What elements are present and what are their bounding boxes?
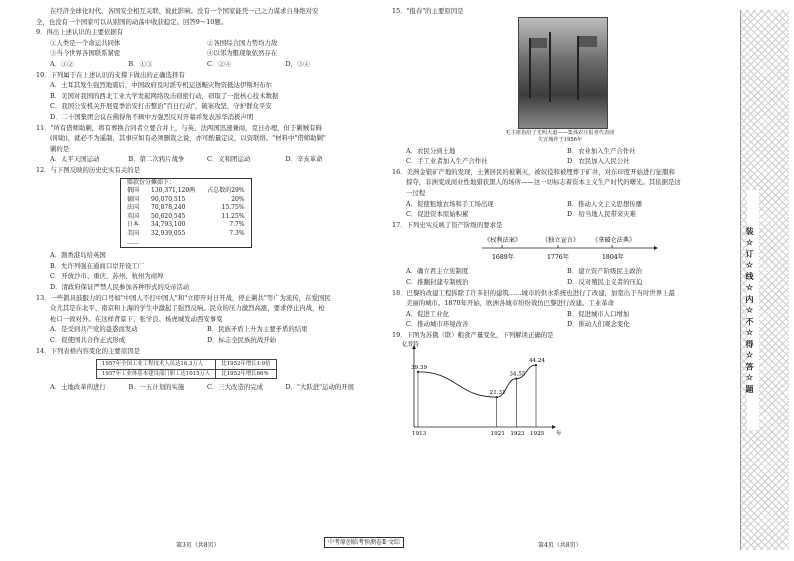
q18-option-d[interactable]: D．推动人们观念变化 bbox=[567, 320, 630, 329]
q12-option-a[interactable]: A．割香港岛给英国 bbox=[50, 251, 106, 260]
table-cell: 130,371,120两 bbox=[151, 187, 196, 195]
table-cell: 70,878,240 bbox=[151, 204, 186, 212]
intro-text-2: 全，也没有一个国家可以从别国的动荡中收获稳定。回答9～10题。 bbox=[36, 17, 228, 26]
q12-option-d[interactable]: D．清政府保证严禁人民参加各种形式的反帝活动 bbox=[50, 283, 190, 292]
q13-stem-3: 枪口一致对外。在这样背景下，张学良、杨虎城发动西安事变 bbox=[50, 314, 223, 323]
exam-badge: 中考原创临考预测卷Ⅱ·文综 bbox=[324, 537, 404, 548]
q14-stem: 14．下列表格内容变化的主要原因是 bbox=[36, 346, 140, 355]
timeline-graphic bbox=[392, 232, 728, 264]
poster-image bbox=[518, 17, 608, 129]
q13-option-a[interactable]: A．是受到共产党的蛊惑而发动 bbox=[50, 325, 138, 334]
table-cell: 15.75% bbox=[221, 204, 245, 212]
table-cell: 34,793,100 bbox=[151, 221, 186, 229]
q16-option-b[interactable]: B．推动人文主义思想传播 bbox=[567, 199, 642, 208]
q9-statement: ②各国综合国力势均力敌 bbox=[207, 38, 278, 47]
q10-option-a[interactable]: A．土耳其发生强烈地震后，中国政府及时派专机运送赈灾物资抵达伊斯坦布尔 bbox=[50, 81, 272, 90]
timeline-arrow-icon bbox=[654, 246, 658, 250]
binding-margin bbox=[740, 10, 789, 550]
timeline-doc-3: 《拿破仑法典》 bbox=[592, 237, 636, 245]
table-cell bbox=[145, 239, 201, 248]
table-cell: 90,070,515 bbox=[151, 195, 186, 203]
q13-options bbox=[36, 324, 364, 345]
q11-stem: 11．"所有借师助剿，将有葬换合同者立要合并上，与英、法两国迅速兼商，克日办理，但于剿贼有碍 bbox=[36, 123, 322, 132]
q11-option-d[interactable]: D．辛亥革命 bbox=[285, 155, 323, 164]
q13-stem: 13．一些鹊具鼓服力的口号如"中国人不打中国人"和"立即开对日开战，停止剿共"等广为流传，在爱国民 bbox=[36, 293, 331, 302]
q17-stem: 17．下列史实反映了资产阶级的要求是 bbox=[392, 220, 503, 229]
poster-caption-2: 失宣城作于1956年 bbox=[537, 136, 583, 143]
poster-caption: 毛主席指给了光明大道——集体农庄报喜代表团 bbox=[505, 129, 615, 136]
q13-stem-2: 众尤其是在北平、南京和上海的学生中激起了强烈反响。民众的压力激烈高涨，要求停止内战，枪 bbox=[50, 304, 325, 313]
timeline-doc-2: 《独立宣言》 bbox=[542, 237, 580, 245]
intro-text: 在经济全球化时代，各国安全相互关联、彼此影响。没有一个国家能凭一己之力谋求自身绝对安 bbox=[50, 7, 319, 15]
q11-stem-2: (抑助)，就必不为遥制，其事应如有必须删裁之说，亦可酌量定议，以资联络。"材料中"借师助剿" bbox=[50, 134, 326, 143]
q18-stem: 18．巴黎的改建工程拆除了许多旧的建筑……城市的供水系统也进行了改建，加宽出于当时世界上最 bbox=[392, 288, 675, 297]
table-cell: 日本 bbox=[127, 221, 140, 229]
data-point bbox=[535, 363, 537, 365]
left-column bbox=[36, 6, 364, 393]
q14-option-c[interactable]: C．三大改造的完成 bbox=[207, 383, 264, 391]
q10-option-d[interactable]: D．二十国集团会议在佛得角不顾中方强烈反对开幕并发表涉华消极声明 bbox=[50, 112, 254, 121]
indemnity-table bbox=[120, 178, 252, 249]
table-row bbox=[121, 230, 252, 239]
q16-option-a[interactable]: A．促使租地农场和手工场出现 bbox=[406, 199, 494, 208]
table-cell: 占总数的29% bbox=[207, 187, 245, 195]
q18-option-b[interactable]: B．促进城市人口增加 bbox=[567, 309, 630, 318]
q14-options bbox=[36, 382, 364, 393]
table-cell: 比1952年增长66% bbox=[216, 369, 276, 378]
table-row bbox=[121, 187, 252, 196]
x-tick-label: 1925 bbox=[530, 430, 545, 437]
q9-statement: ③当今世界各国联系紧密 bbox=[50, 49, 121, 58]
table-cell: 德国 bbox=[127, 195, 140, 203]
q14-option-b[interactable]: B．一五计划的实施 bbox=[128, 383, 185, 391]
table-cell: 俄国 bbox=[127, 187, 140, 195]
table-cell: 比1952年增长1.9倍 bbox=[216, 360, 276, 369]
q13-option-c[interactable]: C．促使国共合作正式形成 bbox=[50, 336, 126, 344]
q15-option-c[interactable]: C．手工业者加入生产合作社 bbox=[406, 157, 488, 166]
industry-table bbox=[96, 359, 277, 379]
q15-option-d[interactable]: D．农民加入人民公社 bbox=[567, 157, 630, 166]
q17-option-a[interactable]: A．确立君主立宪制度 bbox=[406, 267, 469, 276]
binding-notice: 装 ☆ 订 ☆ 线 ☆ 内 ☆ 不 ☆ 得 ☆ 答 ☆ 题 bbox=[747, 190, 759, 430]
q16-option-c[interactable]: C．促进资本原始积累 bbox=[406, 210, 469, 219]
q17-option-d[interactable]: D．反对殖民主义者的压迫 bbox=[567, 277, 643, 286]
table-row bbox=[121, 221, 252, 230]
table-cell: 50,620,545 bbox=[151, 212, 186, 220]
q18-options bbox=[392, 309, 728, 330]
q18-stem-2: 美丽的城市。1870年开始，欧洲各城市纷纷效仿巴黎进行改建。工业革命 bbox=[406, 299, 614, 308]
table-cell: 20% bbox=[231, 195, 245, 203]
q9-statement: ①人类是一个命运共同体 bbox=[50, 38, 121, 47]
q15-option-b[interactable]: B．农业加入生产合作社 bbox=[567, 146, 636, 155]
q17-options bbox=[392, 266, 728, 287]
table-cell: 32,939,055 bbox=[151, 230, 186, 238]
y-axis-label: 亿普特 bbox=[402, 341, 419, 348]
q10-option-b[interactable]: B．美国对我国的西北工业大学发起网络攻击窃密行动，窃取了一批核心技术数据 bbox=[50, 91, 279, 100]
q9-option-c[interactable]: C．②④ bbox=[207, 59, 232, 68]
q9-option-d[interactable]: D．③④ bbox=[285, 59, 310, 68]
q15-options bbox=[392, 146, 728, 167]
data-point bbox=[417, 370, 419, 372]
q18-option-c[interactable]: C．推动城市环境改善 bbox=[406, 320, 469, 329]
table-cell: 7.3% bbox=[229, 230, 245, 238]
x-tick-label: 1923 bbox=[510, 430, 525, 437]
data-label: 21.31 bbox=[489, 389, 506, 396]
page-footer-right: 第4页（共8页） bbox=[538, 542, 582, 549]
data-label: 44.24 bbox=[529, 357, 546, 364]
table-cell: …… bbox=[127, 238, 139, 246]
x-axis-label: 年 bbox=[556, 430, 562, 437]
q16-options bbox=[392, 199, 728, 220]
q15-stem: 15．"报春"的主要原因是 bbox=[392, 7, 464, 15]
q12-stem: 12．与下图反映的历史史实有关的是 bbox=[36, 165, 140, 174]
q13-option-d[interactable]: D．标志全民族抗战开始 bbox=[207, 336, 277, 344]
q17-option-b[interactable]: B．建立资产阶级民主政治 bbox=[567, 267, 642, 276]
table-cell: 美国 bbox=[127, 230, 140, 238]
grain-output-chart bbox=[392, 341, 572, 439]
q17-option-c[interactable]: C．推翻封建专制统治 bbox=[406, 277, 469, 286]
table-row bbox=[121, 196, 252, 205]
table-cell: 1957年工业体基本建设部门职工达1015万人 bbox=[97, 369, 216, 378]
table-cell: 法国 bbox=[127, 204, 140, 212]
table-row bbox=[121, 239, 252, 248]
q18-option-a[interactable]: A．促进工业化 bbox=[406, 309, 449, 318]
right-column bbox=[392, 6, 728, 442]
data-label: 34.55 bbox=[509, 371, 526, 378]
q10-stem: 10．下列属于在上述认识的支撑下做出的正确选择有 bbox=[36, 70, 185, 79]
table-cell: 7.7% bbox=[229, 221, 245, 229]
table-row bbox=[97, 360, 277, 369]
timeline-year-3: 1804年 bbox=[602, 254, 624, 262]
table-cell: 1957年全国工业工程技术人员达16.3万人 bbox=[97, 360, 216, 369]
q9-statements bbox=[36, 38, 364, 59]
table-row bbox=[121, 178, 252, 187]
q13-option-b[interactable]: B．民族矛盾上升为主要矛盾的结果 bbox=[207, 325, 308, 334]
page-footer-left: 第3页（共8页） bbox=[176, 542, 220, 549]
table-row bbox=[121, 213, 252, 222]
x-tick-label: 1913 bbox=[412, 430, 427, 437]
timeline bbox=[392, 232, 728, 264]
q9-option-a[interactable]: A．①② bbox=[50, 59, 74, 68]
q11-option-b[interactable]: B．第二次鸦片战争 bbox=[128, 155, 185, 164]
q9-stem: 9．得出上述认识的主要依据有 bbox=[36, 28, 124, 37]
q16-stem: 16．美洲金银矿产地的发现，土著居民的被剿灭，被奴役和被埋葬于矿井，对东印度开始进行征服和 bbox=[392, 167, 675, 176]
timeline-doc-1: 《权利法案》 bbox=[484, 237, 522, 245]
grain-series-line bbox=[418, 365, 536, 397]
q16-stem-3: 一过程 bbox=[406, 188, 426, 197]
x-tick-label: 1921 bbox=[490, 430, 505, 437]
timeline-year-2: 1776年 bbox=[547, 254, 569, 262]
q11-stem-3: 剿的是 bbox=[50, 144, 70, 153]
q16-stem-2: 掠夺，非洲变成商业性地猎获黑人的场所——这一切标志着资本主义生产时代的曙光。其依据是这 bbox=[406, 178, 681, 187]
table-cell bbox=[201, 239, 251, 248]
q11-option-a[interactable]: A．太平天国运动 bbox=[50, 155, 100, 164]
q16-option-d[interactable]: D．给当地人民带来灾难 bbox=[567, 210, 637, 219]
q11-option-c[interactable]: C．义和团运动 bbox=[207, 155, 251, 164]
q9-options bbox=[36, 59, 364, 70]
table-row bbox=[97, 369, 277, 378]
q14-option-a[interactable]: A．土地改革的进行 bbox=[50, 383, 106, 391]
q9-option-b[interactable]: B．①③ bbox=[128, 59, 153, 68]
table-cell: 11.25% bbox=[221, 212, 245, 220]
data-point bbox=[515, 377, 517, 379]
q14-option-d[interactable]: D．"大跃进"运动的开展 bbox=[285, 383, 355, 391]
q12-option-b[interactable]: B．允许列强在通商口岸开设工厂 bbox=[50, 261, 145, 270]
x-axis-arrow-icon bbox=[552, 425, 556, 429]
table-title: 赔款份分摊如下： bbox=[127, 178, 176, 186]
q15-option-a[interactable]: A．农民分到土地 bbox=[406, 146, 456, 155]
q11-options bbox=[36, 154, 364, 165]
table-row bbox=[121, 204, 252, 213]
timeline-year-1: 1689年 bbox=[492, 254, 514, 262]
data-point bbox=[496, 396, 498, 398]
q19-stem: 19．下图为苏俄（联）粮食产量变化，下列解读正确的是 bbox=[392, 330, 554, 339]
q10-option-c[interactable]: C．我国公安机关开展夏季治安打击整治"百日行动"，破案攻坚，守护群众平安 bbox=[50, 102, 272, 111]
q9-statement: ④以邻为壑现象依然存在 bbox=[207, 49, 278, 58]
table-cell: 英国 bbox=[127, 212, 140, 220]
data-label: 39.39 bbox=[411, 364, 428, 371]
q12-option-c[interactable]: C．开放沙市、重庆、苏州、杭州为商埠 bbox=[50, 272, 164, 281]
